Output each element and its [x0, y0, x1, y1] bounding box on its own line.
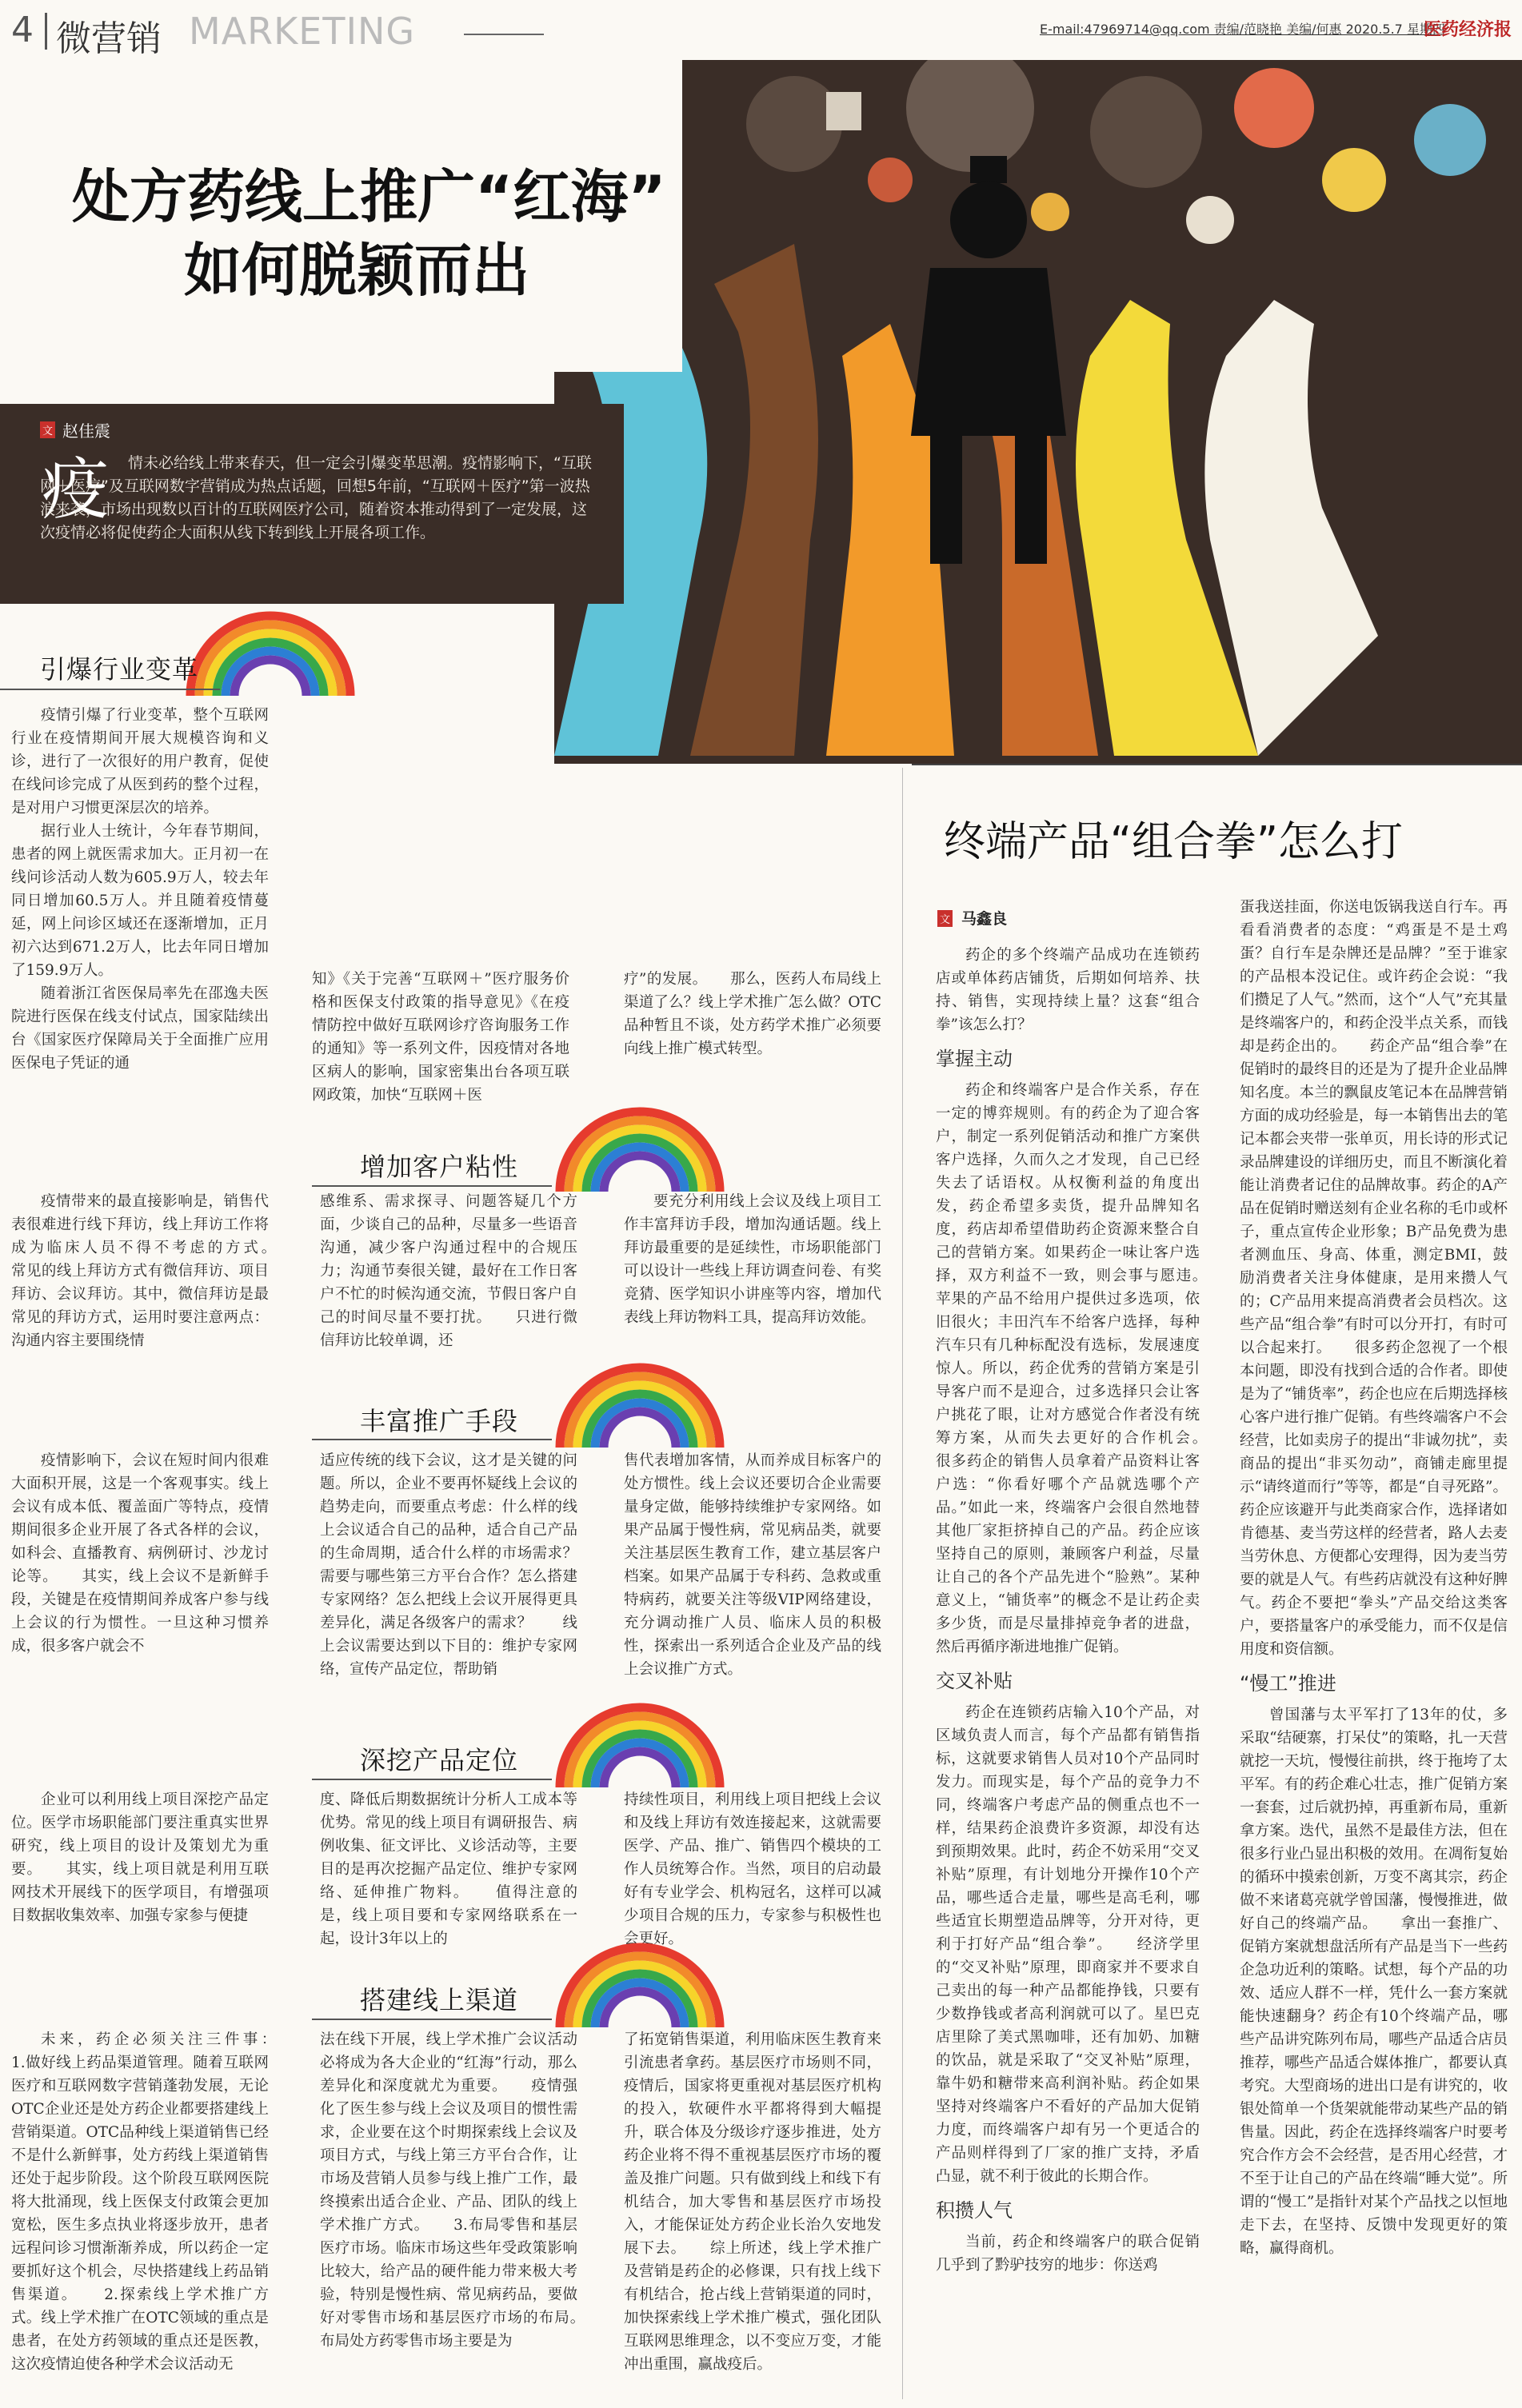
road-brown	[690, 244, 818, 756]
paragraph: 曾国藩与太平军打了13年的仗，多采取“结硬寨，打呆仗”的策略，扎一天营就挖一天坑，慢慢往前拱，终于拖垮了太平军。有的药企难心壮志，推广促销方案一套套，过后就扔掉，再重新布局，重新拿方案。迭代，虽然不是最佳方法，但在很多行业凸显出积极的效用。在凋衔复始的循环中摸索创新，万变不离其宗，药企做不来诸葛亮就学曾国藩，慢慢推进，做好自己的终端产品。 拿出一套推广、促销方案就想盘活所有产品是当下一些药企急功近利的策略。试想，每个产品的功效、适应人群不一样，凭什么一套方案就能快速翻身？药企有10个终端产品，哪些产品讲究陈列布局，哪些产品适合店员推荐，哪些产品适合媒体推广，都要认真考究。大型商场的进出口是有讲究的，收银处简单一个货架就能带动某些产品的销售量。因此，药企在选择终端客户时要考究合作方会不会经营，是否用心经营，才不至于让自己的产品在终端“睡大觉”。所谓的“慢工”是指针对某个产品找之以恒地走下去，在坚持、反馈中发现更好的策略，赢得商机。	[1240, 1707, 1508, 2257]
paragraph: 法在线下开展，线上学术推广会议活动必将成为各大企业的“红海”行动，那么差异化和深度就尤为重要。 疫情强化了医生参与线上会议及项目的惯性需求，企业要在这个时期探索线上会议及项目方式，与线上第三方平台合作，让市场及营销人员参与线上推广工作，最终摸索出适合企业、产品、团队的线上学术推广方式。 3.布局零售和基层医疗市场。临床市场这些年受政策影响比较大，给产品的硬件能力带来极大考验，特别是慢性病、常见病药品，要做好对零售市场和基层医疗市场的布局。 布局处方药零售市场主要是为	[320, 2031, 608, 2350]
paragraph: 企业可以利用线上项目深挖产品定位。医学市场职能部门要注重真实世界研究，线上项目的设计及策划尤为重要。 其实，线上项目就是利用互联网技术开展线下的医学项目，有增强项目数据收集效率、加强专家参与便捷	[11, 1791, 269, 1924]
paragraph: 随着浙江省医保局率先在邵逸夫医院进行医保在线支付试点，国家陆续出台《国家医疗保障局关于全面推广应用医保电子凭证的通	[11, 985, 269, 1072]
masthead-divider	[45, 13, 47, 50]
paragraph: 售代表增加客情，从而养成目标客户的处方惯性。线上会议还要切合企业需要量身定做，能够持续维护专家网络。如果产品属于慢性病，常见病品类，就要关注基层医生教育工作，建立基层客户档案。如果产品属于专科药、急救或重特病药，就要关注等级VIP网络建设，充分调动推广人员、临床人员的积极性，探索出一系列适合企业及产品的线上会议推广方式。	[624, 1452, 881, 1678]
idea-bubble	[868, 158, 913, 202]
masthead	[0, 0, 1522, 64]
s1-col-right	[624, 968, 881, 1060]
rainbow-icon	[552, 1104, 728, 1192]
s2-col-left	[11, 1190, 299, 1352]
paragraph: 了拓宽销售渠道，利用临床医生教育来引流患者拿药。基层医疗市场则不同，疫情后，国家将更重视对基层医疗机构的投入，软硬件水平都将得到大幅提升，联合体及分级诊疗逐步推进，处方药企业将不得不重视基层医疗市场的覆盖及推广问题。只有做到线上和线下有机结合，加大零售和基层医疗市场投入，才能保证处方药企业长治久安地发展下去。 综上所述，线上学术推广及营销是药企的必修课，只有找上线下有机结合，抢占线上营销渠道的同时，加快探索线上学术推广模式，强化团队互联网思维理念，以不变应万变，才能冲出重围，赢战疫后。	[624, 2031, 881, 2373]
idea-bubble	[1186, 196, 1234, 244]
idea-bubble	[1322, 148, 1386, 212]
paragraph: 药企和终端客户是合作关系，存在一定的博弈规则。有的药企为了迎合客户，制定一系列促销活动和推广方案供客户选择，久而久之才发现，自己已经失去了话语权。从权衡利益的角度出发，药企希望多卖货，提升品牌知名度，药店却希望借助药企资源来整合自己的营销方案。如果药企一味让客户选择，双方利益不一致，则会事与愿违。 苹果的产品不给用户提供过多选项，依旧很火；丰田汽车不给客户选择，每种汽车只有几种标配没有选标，发展速度惊人。所以，药企优秀的营销方案是引导客户而不是迎合，过多选择只会让客户挑花了眼，让对方感觉合作者没有统筹方案，从而失去更好的合作机会。 很多药企的销售人员拿着产品资料让客户选：“你看好哪个产品就选哪个产品。”如此一来，终端客户会很自然地替其他厂家拒挤掉自己的产品。药企应该坚持自己的原则，兼顾客户利益，尽量让自己的各个产品先进个“脸熟”。某种意义上，“铺货率”的概念不是让药企卖多少货，而是尽量排掉竞争者的进盘，然后再循序渐进地推广促销。	[936, 1082, 1230, 1655]
idea-bubble	[1414, 104, 1486, 176]
s5-col-mid	[320, 2028, 608, 2353]
paragraph: 蛋我送挂面，你送电饭锅我送自行车。再看看消费者的态度：“鸡蛋是不是土鸡蛋？自行车是杂牌还是品牌？”至于谁家的产品根本没记住。或许药企会说：“我们攒足了人气。”然而，这个“人气”充其量是终端客户的，和药企没半点关系，而钱却是药企出的。 药企产品“组合拳”在促销时的最终目的还是为了提升企业品牌知名度。本兰的飘鼠皮笔记本在品牌营销方面的成功经验是，每一本销售出去的笔记本都会夹带一张单页，用长诗的形式记录品牌建设的详细历史，而且不断演化着能让消费者记住的品牌故事。药企的A产品在促销时赠送刻有企业名称的毛巾或杯子，重点宣传企业形象；B产品免费为患者测血压、身高、体重，测定BMI，鼓励消费者关注身体健康，是用来攒人气的；C产品用来提高消费者会员档次。这些产品“组合拳”有时可以分开打，有时可以合起来打。 很多药企忽视了一个根本问题，即没有找到合适的合作者。即使是为了“铺货率”，药企也应在后期选择核心客户进行推广促销。有些终端客户不会经营，比如卖房子的提出“非诚勿扰”，卖商品的提出“非买勿动”，商铺走廊里提示“请终道而行”等等，都是“自寻死路”。药企应该避开与此类商家合作，选择诸如肯德基、麦当劳这样的经营者，路人去麦当劳休息、方便都心安理得，因为麦当劳要的就是人气。有些药店就没有这种好脾气。药企不要把“拳头”产品交给这类客户，要搭量客户的承受能力，而不仅是信用度和资信额。	[1240, 899, 1508, 1658]
paragraph: 感维系、需求探寻、问题答疑几个方面，少谈自己的品种，尽量多一些语音沟通，减少客户沟通过程中的合规压力；沟通节奏很关键，最好在工作日客户不忙的时候沟通交流，节假日客户自己的时间尽量不要打扰。 只进行微信拜访比较单调，还	[320, 1193, 577, 1349]
paragraph: 疫情带来的最直接影响是，销售代表很难进行线下拜访，线上拜访工作将成为临床人员不得不考虑的方式。 常见的线上拜访方式有微信拜访、项目拜访、会议拜访。其中，微信拜访是最常见的拜访方式，运用时要注意两点：沟通内容主要围绕情	[11, 1193, 299, 1349]
section-cn: 微营销	[56, 18, 162, 59]
section-title: 引爆行业变革	[40, 654, 199, 685]
s3-col-mid	[320, 1449, 577, 1681]
s3-col-right	[624, 1449, 881, 1681]
rainbow-icon	[552, 1360, 728, 1448]
masthead-rule	[464, 34, 544, 35]
man-leg	[930, 436, 962, 564]
rainbow-icon	[552, 1699, 728, 1787]
idea-bubble	[1234, 68, 1314, 148]
byline-author: 赵佳震	[62, 421, 110, 441]
man-head	[950, 182, 1027, 258]
page-number: 4	[11, 10, 34, 50]
article2-title: 终端产品“组合拳”怎么打	[944, 818, 1403, 866]
paragraph: 当前，药企和终端客户的联合促销几乎到了黔驴技穷的地步：你送鸡	[936, 2234, 1200, 2274]
drop-cap: 疫	[42, 450, 110, 529]
subhead: 交叉补贴	[936, 1670, 1013, 1692]
man-leg	[1015, 436, 1047, 564]
cloud-shape	[906, 60, 1034, 172]
calendar-icon	[826, 92, 861, 130]
paragraph: 要充分利用线上会议及线上项目工作丰富拜访手段，增加沟通话题。线上拜访最重要的是延续性，市场职能部门可以设计一些线上拜访调查问卷、有奖竞猜、医学知识小讲座等内容，增加代表线上拜访物料工具，提高拜访效能。	[624, 1193, 881, 1326]
headline-line2: 如何脱颖而出	[184, 237, 530, 304]
paragraph: 药企的多个终端产品成功在连锁药店或单体药店铺货，后期如何培养、扶持、销售，实现持续上量？这套“组合拳”该怎么打？	[936, 947, 1200, 1033]
paragraph: 度、降低后期数据统计分析人工成本等优势。常见的线上项目有调研报告、病例收集、征文评比、义诊活动等，主要目的是再次挖掘产品定位、维护专家网络、延伸推广物料。 值得注意的是，线上项目要和专家网络联系在一起，设计3年以上的	[320, 1791, 577, 1947]
paragraph: 持续性项目，利用线上项目把线上会议和及线上拜访有效连接起来，这就需要医学、产品、推广、销售四个模块的工作人员统筹合作。当然，项目的启动最好有专业学会、机构冠名，这样可以减少项目合规的压力，专家参与积极性也会更好。	[624, 1791, 881, 1947]
s5-col-right	[624, 2028, 881, 2376]
paragraph: 疗”的发展。 那么，医药人布局线上渠道了么？线上学术推广怎么做？OTC品种暂且不谈，处方药学术推广必须要向线上推广模式转型。	[624, 971, 881, 1057]
section-en: MARKETING	[189, 10, 416, 53]
lead-box	[0, 404, 624, 604]
paragraph: 据行业人士统计，今年春节期间，患者的网上就医需求加大。正月初一在线问诊活动人数为605.9万人，较去年同日增加60.5万人。并且随着疫情蔓延，网上问诊区域还在逐渐增加，正月初六达到671.2万人，比去年同日增加了159.9万人。	[11, 823, 269, 979]
s5-col-left	[11, 2028, 299, 2376]
s4-col-mid	[320, 1788, 577, 1951]
s4-col-right	[624, 1788, 881, 1951]
a2-col-1	[936, 944, 1230, 2277]
cloud-shape	[1090, 76, 1202, 188]
s2-col-right	[624, 1190, 881, 1329]
s1-col-mid	[312, 968, 569, 1107]
headline	[72, 160, 752, 307]
section-title: 增加客户粘性	[360, 1152, 519, 1182]
idea-bubble	[1031, 193, 1069, 231]
headline-line1: 处方药线上推广“红海”	[72, 163, 666, 230]
subhead: “慢工”推进	[1240, 1672, 1336, 1695]
masthead-meta: E-mail:47969714@qq.com 责编/范晓艳 美编/何惠 2020.5.7 星期四	[1040, 22, 1445, 37]
rainbow-icon	[552, 1939, 728, 2027]
man-hat	[970, 156, 1007, 183]
paper-name: 医药经济报	[1424, 20, 1512, 40]
paragraph: 知》《关于完善“互联网＋”医疗服务价格和医保支付政策的指导意见》《在疫情防控中做好互联网诊疗咨询服务工作的通知》等一系列文件，因疫情对各地区病人的影响，国家密集出台各项互联网政策，加快“互联网＋医	[312, 971, 569, 1104]
a2-col-2	[1240, 896, 1508, 2260]
subhead: 积攒人气	[936, 2199, 1013, 2222]
column-rule	[902, 768, 903, 2399]
s1-col-left	[11, 704, 269, 1075]
s4-col-left	[11, 1788, 269, 1927]
s3-col-left	[11, 1449, 269, 1658]
man-body	[911, 268, 1066, 436]
lead-text: 情未必给线上带来春天，但一定会引爆变革思潮。疫情影响下，“互联网＋医疗”及互联网数字营销成为热点话题，回想5年前，“互联网＋医疗”第一波热浪来袭，市场出现数以百计的互联网医疗公司，随着资本推动得到了一定发展，这次疫情必将促使药企大面积从线下转到线上开展各项工作。	[40, 454, 592, 541]
s2-col-mid	[320, 1190, 577, 1352]
section-title: 深挖产品定位	[360, 1745, 519, 1775]
section-title: 搭建线上渠道	[360, 1985, 519, 2015]
paragraph: 疫情影响下，会议在短时间内很难大面积开展，这是一个客观事实。线上会议有成本低、覆盖面广等特点，疫情期间很多企业开展了各式各样的会议，如科会、直播教育、病例研讨、沙龙讨论等。 其实，线上会议不是新鲜手段，关键是在疫情期间养成客户参与线上会议的行为惯性。一旦这种习惯养成，很多客户就会不	[11, 1452, 269, 1655]
byline-author: 马鑫良	[961, 910, 1008, 928]
byline-tag: 文	[40, 421, 55, 438]
paragraph: 疫情引爆了行业变革，整个互联网行业在疫情期间开展大规模咨询和义诊，进行了一次很好的用户教育，促使在线问诊完成了从医到药的整个过程，是对用户习惯更深层次的培养。	[11, 707, 269, 817]
byline-tag: 文	[937, 910, 953, 927]
paragraph: 未来，药企必须关注三件事： 1.做好线上药品渠道管理。随着互联网医疗和互联网数字营销蓬勃发展，无论OTC企业还是处方药企业都要搭建线上营销渠道。OTC品种线上渠道销售已经不是什么新鲜事，处方药线上渠道销售还处于起步阶段。这个阶段互联网医院将大批涌现，线上医保支付政策会更加宽松，医生多点执业将逐步放开，患者远程问诊习惯渐渐养成，所以药企一定要抓好这个机会，尽快搭建线上药品销售渠道。 2.探索线上学术推广方式。线上学术推广在OTC领域的重点是患者，在处方药领域的重点还是医教，这次疫情迫使各种学术会议活动无	[11, 2031, 299, 2373]
paragraph: 适应传统的线下会议，这才是关键的问题。所以，企业不要再怀疑线上会议的趋势走向，而要重点考虑：什么样的线上会议适合自己的品种，适合自己产品的生命周期，适合什么样的市场需求？需要与哪些第三方平台合作？怎么搭建专家网络？怎么把线上会议开展得更具差异化，满足各级客户的需求？ 线上会议需要达到以下目的：维护专家网络，宣传产品定位，帮助销	[320, 1452, 577, 1678]
subhead: 掌握主动	[936, 1048, 1013, 1070]
section-title: 丰富推广手段	[360, 1406, 519, 1436]
paragraph: 药企在连锁药店输入10个产品，对区域负责人而言，每个产品都有销售指标，这就要求销售人员对10个产品同时发力。而现实是，每个产品的竞争力不同，终端客户考虑产品的侧重点也不一样，结果药企浪费许多资源，却没有达到预期效果。此时，药企不妨采用“交叉补贴”原理，有计划地分开操作10个产品，哪些适合走量，哪些是高毛利，哪些适宜长期塑造品牌等，分开对待，更利于打好产品“组合拳”。 经济学里的“交叉补贴”原理，即商家并不要求自己卖出的每一种产品都能挣钱，只要有少数挣钱或者高利润就可以了。星巴克店里除了美式黑咖啡，还有加奶、加糖的饮品，就是采取了“交叉补贴”原理，靠牛奶和糖带来高利润补贴。药企如果坚持对终端客户不看好的产品加大促销力度，而终端客户却有另一个更适合的产品则样得到了厂家的推广支持，矛盾凸显，就不利于彼此的长期合作。	[936, 1704, 1200, 2185]
